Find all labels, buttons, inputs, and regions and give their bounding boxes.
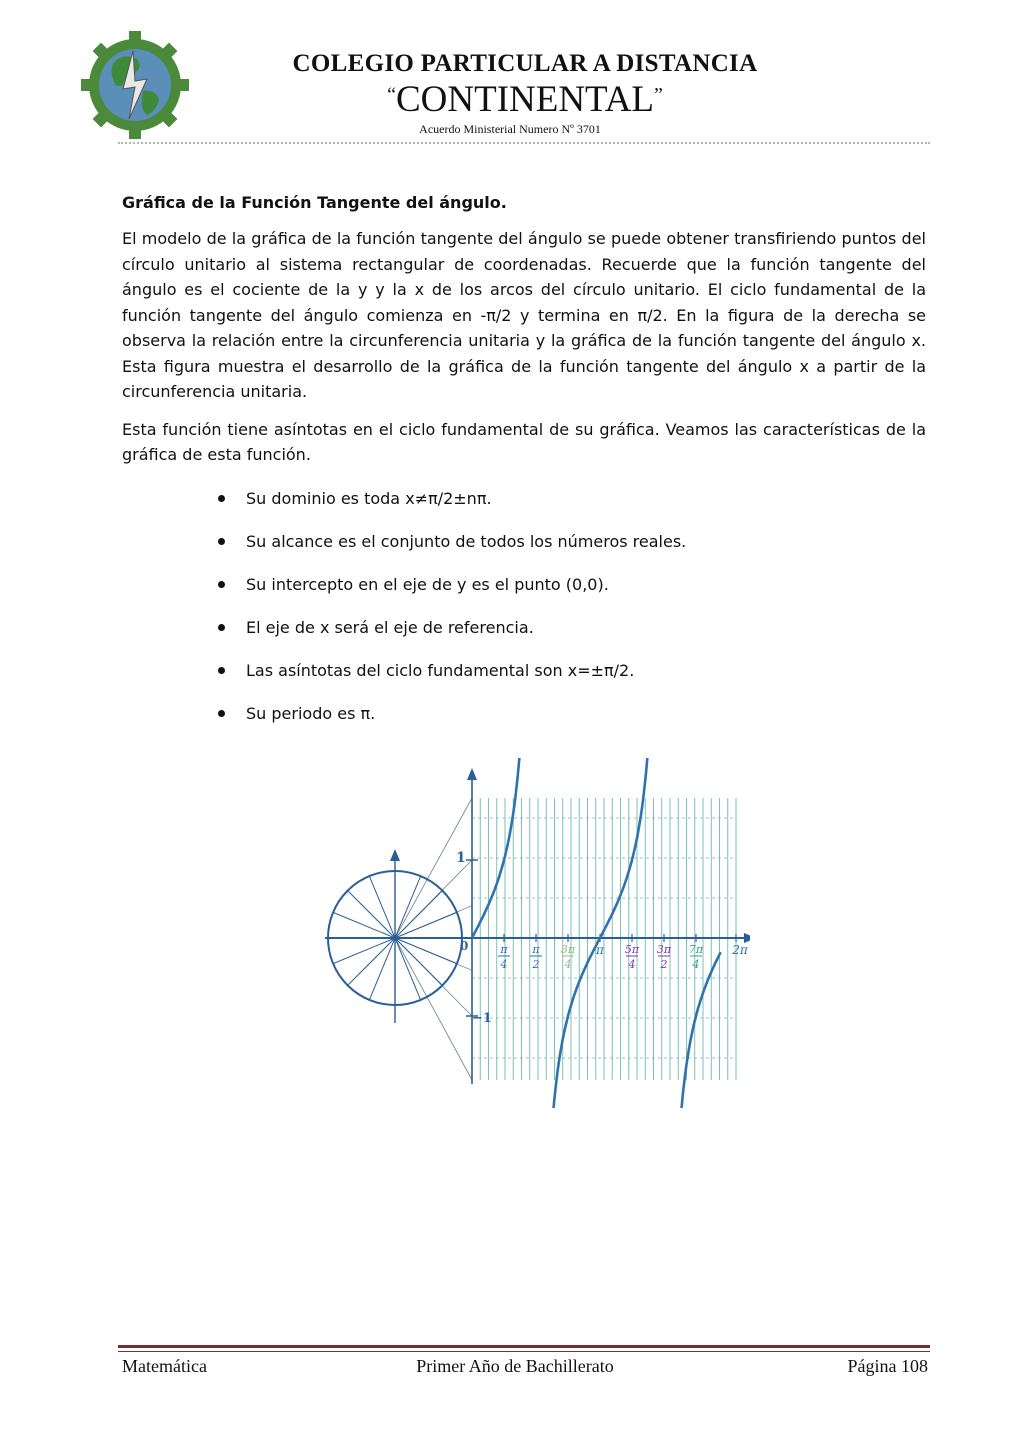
footer-divider bbox=[118, 1345, 930, 1348]
projection-line bbox=[395, 938, 472, 1080]
footer-course: Primer Año de Bachillerato bbox=[416, 1356, 614, 1376]
list-item: Su intercepto en el eje de y es el punto (0,0). bbox=[218, 572, 926, 615]
x-axis-arrow bbox=[744, 933, 750, 943]
list-item: Su dominio es toda x≠π/2±nπ. bbox=[218, 486, 926, 529]
footer-subject: Matemática bbox=[122, 1356, 207, 1376]
x-tick-label bbox=[498, 934, 510, 971]
list-item: Su alcance es el conjunto de todos los números reales. bbox=[218, 529, 926, 572]
x-tick-denominator: 4 bbox=[564, 958, 572, 971]
x-tick-denominator: 4 bbox=[692, 958, 700, 971]
school-logo bbox=[80, 30, 190, 140]
list-item: Las asíntotas del ciclo fundamental son x=±π/2. bbox=[218, 658, 926, 701]
ministerial-accord: Acuerdo Ministerial Numero Nº 3701 bbox=[419, 122, 601, 136]
tangent-graph-figure bbox=[320, 758, 750, 1108]
list-item: El eje de x será el eje de referencia. bbox=[218, 615, 926, 658]
footer-page-number: Página 108 bbox=[847, 1356, 928, 1376]
section-content bbox=[122, 190, 926, 744]
unit-circle bbox=[328, 849, 462, 1023]
open-quote: “ bbox=[387, 84, 396, 106]
x-tick-numerator: π bbox=[500, 943, 508, 956]
paragraph: Esta función tiene asíntotas en el ciclo fundamental de su gráfica. Veamos las características de la gráfica de esta función. bbox=[122, 419, 926, 464]
footer-divider-thin bbox=[118, 1351, 930, 1352]
x-tick-numerator: 3π bbox=[560, 943, 576, 956]
x-tick-denominator: 4 bbox=[500, 958, 508, 971]
projection-line bbox=[395, 798, 472, 938]
list-item: Su periodo es π. bbox=[218, 701, 926, 744]
school-name-text: CONTINENTAL bbox=[395, 79, 655, 120]
header-divider bbox=[118, 142, 930, 144]
y-label-one: 1 bbox=[456, 850, 466, 866]
x-tick-numerator: 3π bbox=[656, 943, 672, 956]
origin-label: 0 bbox=[460, 939, 469, 953]
x-tick-value: π bbox=[596, 943, 604, 957]
paragraph: El modelo de la gráfica de la función tangente del ángulo se puede obtener transfiriendo puntos del círculo unitario al sistema rectangular de coordenadas. Recuerde que la función tangente del ángulo es el cociente de la y y la x de los arcos del círculo unitario. El ciclo fundamental de la función tangente del ángulo comienza en -π/2 y termina en π/2. En la figura de la derecha se observa la relación entre la circunferencia unitaria y la gráfica de la función tangente del ángulo x. Esta figura muestra el desarrollo de la gráfica de la función tangente del ángulo x a partir de la circunferencia unitaria. bbox=[122, 229, 926, 401]
x-tick-label bbox=[530, 934, 542, 971]
circle-y-arrow bbox=[390, 849, 400, 861]
x-tick-denominator: 4 bbox=[628, 958, 636, 971]
tangent-curves bbox=[472, 758, 721, 1108]
characteristics-list bbox=[122, 486, 926, 744]
x-tick-denominator: 2 bbox=[532, 958, 540, 971]
x-tick-value: 2π bbox=[732, 943, 748, 957]
x-tick-denominator: 2 bbox=[660, 958, 668, 971]
x-tick-numerator: π bbox=[532, 943, 540, 956]
section-title: Gráfica de la Función Tangente del ángulo. bbox=[122, 193, 507, 212]
school-header-line: COLEGIO PARTICULAR A DISTANCIA bbox=[292, 50, 758, 77]
y-axis-arrow bbox=[467, 768, 477, 780]
y-label-minus-one: −1 bbox=[472, 1011, 492, 1026]
tangent-branch-third bbox=[675, 952, 721, 1108]
x-tick-numerator: 7π bbox=[688, 943, 704, 956]
x-tick-numerator: 5π bbox=[624, 943, 640, 956]
x-tick-label bbox=[625, 934, 640, 971]
school-name bbox=[200, 78, 850, 121]
close-quote: ” bbox=[654, 84, 663, 106]
x-tick-label bbox=[689, 934, 704, 971]
